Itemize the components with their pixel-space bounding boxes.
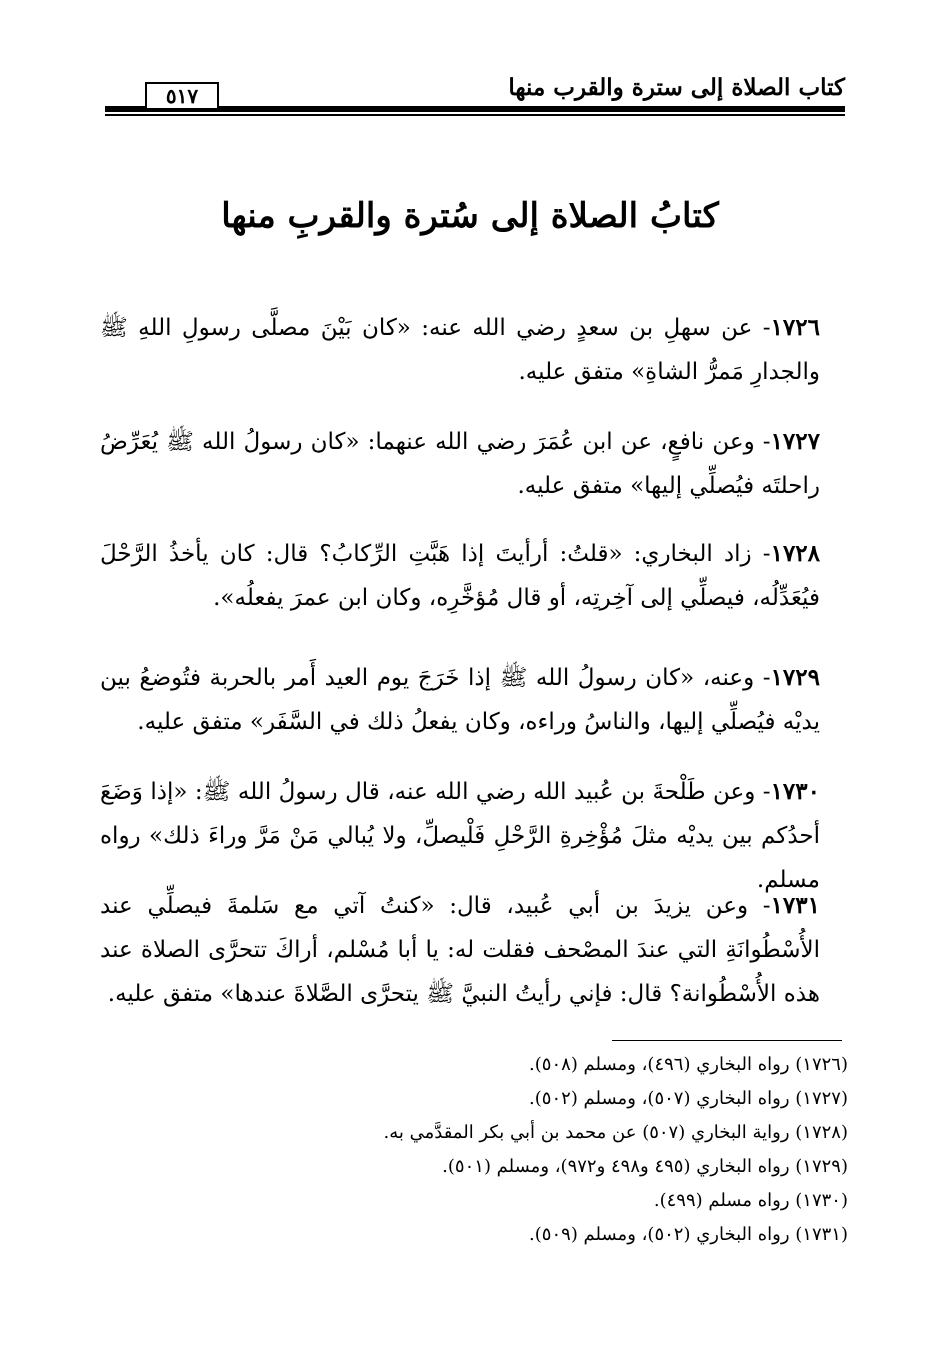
hadith-text: - زاد البخاري: «قلتُ: أرأيتَ إذا هَبَّتِ الرِّكابُ؟ قال: كان يأخذُ الرَّحْلَ فيُعَدِّلُه، فيصلِّي إلى آخِرتِه، أو قال مُؤخَّرِه، وكان ابن عمرَ يفعلُه».	[100, 541, 820, 611]
running-title: كتاب الصلاة إلى سترة والقرب منها	[508, 74, 845, 101]
hadith-number: ١٧٢٦	[770, 314, 820, 341]
hadith-number: ١٧٢٩	[770, 664, 820, 691]
hadith-paragraph	[100, 306, 820, 394]
hadith-text: - وعن طَلْحةَ بن عُبيد الله رضي الله عنه، قال رسولُ الله ﷺ: «إذا وَضَعَ أحدُكم بين يديْه مثلَ مُؤْخِرةِ الرَّحْلِ فَلْيصلِّ، ولا يُبالي مَنْ مَرَّ وراءَ ذلك» رواه مسلم.	[100, 779, 820, 893]
hadith-text: - وعن يزيدَ بن أبي عُبيد، قال: «كنتُ آتي مع سَلمةَ فيصلِّي عند الأُسْطُوانَةِ التي عندَ المصْحف فقلت له: يا أبا مُسْلم، أراكَ تتحرَّى الصلاة عند هذه الأُسْطُوانة؟ قال: فإني رأيتُ النبيَّ ﷺ يتحرَّى الصَّلاةَ عندها» متفق عليه.	[100, 893, 820, 1007]
hadith-paragraph	[100, 532, 820, 620]
hadith-text: - عن سهلِ بن سعدٍ رضي الله عنه: «كان بَيْنَ مصلَّى رسولِ اللهِ ﷺ والجدارِ مَمرُّ الشاةِ» متفق عليه.	[100, 315, 820, 385]
hadith-number: ١٧٢٨	[770, 540, 821, 567]
hadith-text: - وعن نافعٍ، عن ابن عُمَرَ رضي الله عنهما: «كان رسولُ الله ﷺ يُعَرِّضُ راحلتَه فيُصلِّي إليها» متفق عليه.	[100, 429, 820, 499]
footnote: (١٧٢٦) رواه البخاري (٤٩٦)، ومسلم (٥٠٨).	[529, 1054, 848, 1075]
footnote: (١٧٢٨) رواية البخاري (٥٠٧) عن محمد بن أبي بكر المقدَّمي به.	[383, 1122, 848, 1143]
footnote: (١٧٣١) رواه البخاري (٥٠٢)، ومسلم (٥٠٩).	[529, 1224, 848, 1245]
hadith-number: ١٧٣١	[770, 892, 820, 919]
hadith-number: ١٧٢٧	[770, 428, 820, 455]
hadith-paragraph	[100, 884, 820, 1016]
footnote: (١٧٢٩) رواه البخاري (٤٩٥ و٤٩٨ و٩٧٢)، ومسلم (٥٠١).	[442, 1156, 848, 1177]
header-rule-thin	[105, 114, 845, 116]
hadith-text: - وعنه، «كان رسولُ الله ﷺ إذا خَرَجَ يوم العيد أَمر بالحربة فتُوضعُ بين يديْه فيُصلِّي إليها، والناسُ وراءه، وكان يفعلُ ذلك في السَّفَر» متفق عليه.	[100, 665, 820, 735]
hadith-paragraph	[100, 656, 820, 744]
hadith-number: ١٧٣٠	[770, 778, 820, 805]
hadith-paragraph	[100, 770, 820, 902]
footnotes	[128, 1048, 848, 1252]
footnote: (١٧٢٧) رواه البخاري (٥٠٧)، ومسلم (٥٠٢).	[529, 1088, 848, 1109]
footnote-rule	[612, 1040, 842, 1041]
page-number: ٥١٧	[145, 82, 219, 110]
running-header	[105, 68, 845, 116]
footnote: (١٧٣٠) رواه مسلم (٤٩٩).	[653, 1190, 848, 1211]
chapter-title: كتابُ الصلاة إلى سُترة والقربِ منها	[221, 196, 719, 236]
hadith-paragraph	[100, 420, 820, 508]
